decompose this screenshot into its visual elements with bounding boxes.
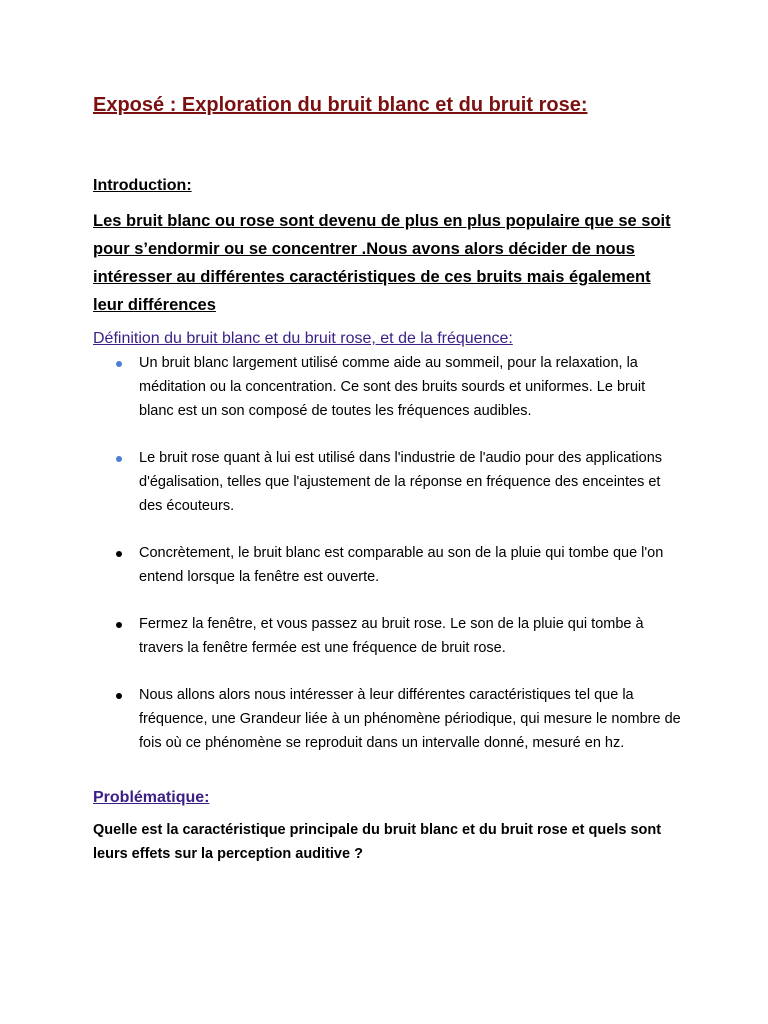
definition-bullet-list	[93, 352, 683, 779]
bullet-icon	[116, 456, 122, 462]
problematique-question: Quelle est la caractéristique principale du bruit blanc et du bruit rose et quels sont leurs effets sur la perception auditive ?	[93, 822, 662, 862]
list-item	[93, 613, 683, 661]
bullet-icon	[116, 551, 122, 557]
list-item	[93, 542, 683, 590]
list-item-text: Fermez la fenêtre, et vous passez au bruit rose. Le son de la pluie qui tombe à travers la fenêtre fermée est une fréquence de bruit rose.	[139, 616, 644, 656]
definition-heading: Définition du bruit blanc et du bruit rose, et de la fréquence:	[93, 330, 513, 347]
introduction-heading: Introduction:	[93, 177, 192, 194]
document-title: Exposé : Exploration du bruit blanc et du bruit rose:	[93, 94, 588, 116]
list-item-text: Concrètement, le bruit blanc est comparable au son de la pluie qui tombe que l'on entend lorsque la fenêtre est ouverte.	[139, 544, 664, 585]
list-item	[93, 684, 683, 755]
bullet-icon	[116, 622, 122, 628]
list-item	[93, 447, 683, 518]
problematique-heading: Problématique:	[93, 789, 210, 806]
list-item-text: Nous allons alors nous intéresser à leur différentes caractéristiques tel que la fréquence, une Grandeur liée à un phénomène périodique, qui mesure le nombre de fois où ce phénomène se reproduit dans un intervalle donné, mesuré en hz.	[139, 687, 681, 751]
list-item	[93, 352, 683, 423]
bullet-icon	[116, 693, 122, 699]
list-item-text: Le bruit rose quant à lui est utilisé dans l'industrie de l'audio pour des applications d'égalisation, telles que l'ajustement de la réponse en fréquence des enceintes et des écouteurs.	[139, 449, 663, 514]
bullet-icon	[116, 361, 122, 367]
list-item-text: Un bruit blanc largement utilisé comme aide au sommeil, pour la relaxation, la méditation ou la concentration. Ce sont des bruits sourds et uniformes. Le bruit blanc est un son composé de toutes les fréquences audibles.	[139, 355, 646, 419]
introduction-paragraph: Les bruit blanc ou rose sont devenu de plus en plus populaire que se soit pour s’endormir ou se concentrer .Nous avons alors décider de nous intéresser au différentes caractéristiques de ces bruits mais également leur différences	[93, 212, 671, 314]
